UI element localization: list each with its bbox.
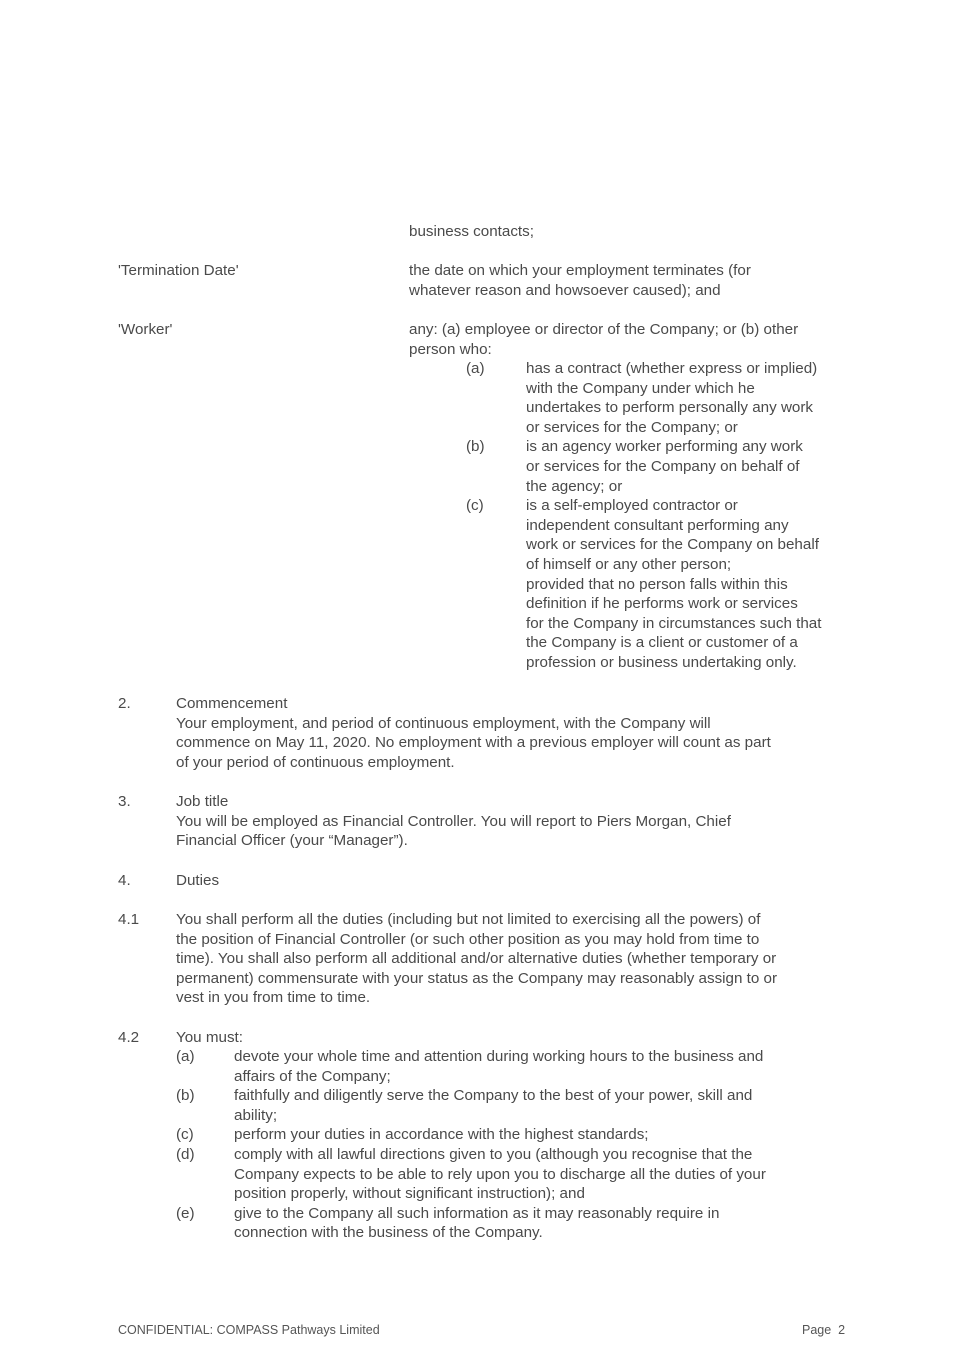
- definition-termination-date: [409, 261, 859, 300]
- footer-page-number: 2: [838, 1323, 846, 1337]
- footer-page: [802, 1322, 845, 1338]
- sublist-label: (b): [466, 438, 485, 456]
- clause-intro: You must:: [176, 1029, 243, 1046]
- section-number: 2.: [118, 695, 131, 712]
- section-number: 4.: [118, 872, 131, 889]
- section-commencement: [176, 694, 866, 772]
- section-job-title: [176, 792, 866, 851]
- section-heading: Commencement: [176, 695, 288, 712]
- section-line: Financial Officer (your “Manager”).: [176, 832, 408, 850]
- sublist-line: perform your duties in accordance with the highest standards;: [234, 1126, 649, 1144]
- clause-line: time). You shall also perform all additional and/or alternative duties (whether temporary or: [176, 950, 777, 968]
- clause-line: permanent) commensurate with your status as the Company may reasonably assign to or: [176, 969, 778, 987]
- sublist-label: (a): [466, 360, 485, 377]
- duty-item-d: [176, 1145, 866, 1204]
- definition-worker: [409, 320, 859, 359]
- sublist-line: position properly, without significant instruction); and: [234, 1185, 585, 1203]
- clause-4-2-list: [176, 1047, 866, 1243]
- sublist-label: (c): [466, 497, 484, 515]
- sublist-line: work or services for the Company on behalf: [526, 536, 819, 554]
- sublist-line: devote your whole time and attention during working hours to the business and: [234, 1048, 764, 1065]
- sublist-line: definition if he performs work or services: [526, 595, 798, 613]
- worker-subitem-c: [466, 496, 866, 672]
- clause-number: 4.2: [118, 1029, 140, 1046]
- definition-line: the date on which your employment terminates (for: [409, 262, 751, 279]
- section-line: You will be employed as Financial Controller. You will report to Piers Morgan, Chief: [176, 812, 731, 830]
- sublist-line: of himself or any other person;: [526, 555, 732, 573]
- sublist-line: profession or business undertaking only.: [526, 653, 797, 671]
- sublist-line: comply with all lawful directions given to you (although you recognise that the: [234, 1145, 753, 1163]
- clause-number: 4.1: [118, 911, 140, 928]
- sublist-line: has a contract (whether express or implied): [526, 360, 818, 377]
- definition-line: person who:: [409, 340, 492, 358]
- sublist-line: the agency; or: [526, 477, 623, 495]
- sublist-line: with the Company under which he: [526, 379, 755, 397]
- definition-line: any: (a) employee or director of the Company; or (b) other: [409, 321, 799, 338]
- sublist-line: or services for the Company on behalf of: [526, 457, 800, 475]
- sublist-line: for the Company in circumstances such that: [526, 614, 822, 632]
- sublist-label: (c): [176, 1126, 194, 1144]
- sublist-line: the Company is a client or customer of a: [526, 634, 798, 652]
- clause-line: vest in you from time to time.: [176, 989, 371, 1007]
- sublist-line: provided that no person falls within this: [526, 575, 788, 593]
- definition-line: whatever reason and howsoever caused); and: [409, 281, 721, 299]
- worker-subitem-b: [466, 437, 866, 496]
- footer-page-label: Page: [802, 1323, 832, 1337]
- section-heading: Job title: [176, 793, 229, 810]
- worker-subitem-a: [466, 359, 866, 437]
- sublist-line: connection with the business of the Company.: [234, 1224, 543, 1242]
- sublist-label: (a): [176, 1048, 195, 1065]
- sublist-label: (b): [176, 1087, 195, 1105]
- clause-line: You shall perform all the duties (including but not limited to exercising all the powers) of: [176, 911, 761, 928]
- term-worker: 'Worker': [118, 321, 173, 338]
- duty-item-c: [176, 1125, 866, 1145]
- section-line: of your period of continuous employment.: [176, 753, 455, 771]
- sublist-line: ability;: [234, 1106, 278, 1124]
- duty-item-a: [176, 1047, 866, 1086]
- definition-continuation: business contacts;: [409, 223, 534, 240]
- sublist-line: independent consultant performing any: [526, 516, 789, 534]
- duty-item-b: [176, 1086, 866, 1125]
- section-heading: Duties: [176, 872, 220, 889]
- sublist-line: faithfully and diligently serve the Company to the best of your power, skill and: [234, 1087, 753, 1105]
- clause-line: the position of Financial Controller (or such other position as you may hold from time to: [176, 930, 760, 948]
- sublist-line: give to the Company all such information as it may reasonably require in: [234, 1204, 720, 1222]
- section-line: Your employment, and period of continuous employment, with the Company will: [176, 714, 711, 732]
- sublist-line: or services for the Company; or: [526, 418, 738, 436]
- section-number: 3.: [118, 793, 131, 810]
- sublist-line: undertakes to perform personally any work: [526, 399, 814, 417]
- sublist-line: is a self-employed contractor or: [526, 497, 738, 515]
- section-line: commence on May 11, 2020. No employment with a previous employer will count as part: [176, 734, 771, 752]
- term-termination-date: 'Termination Date': [118, 262, 239, 279]
- sublist-label: (e): [176, 1204, 195, 1222]
- sublist-line: is an agency worker performing any work: [526, 438, 803, 456]
- footer-confidential: CONFIDENTIAL: COMPASS Pathways Limited: [118, 1323, 380, 1337]
- worker-sublist: [466, 359, 866, 673]
- sublist-line: affairs of the Company;: [234, 1067, 391, 1085]
- sublist-label: (d): [176, 1145, 195, 1163]
- sublist-line: Company expects to be able to rely upon you to discharge all the duties of your: [234, 1165, 766, 1183]
- duty-item-e: [176, 1204, 866, 1243]
- clause-4-1: [176, 910, 866, 1008]
